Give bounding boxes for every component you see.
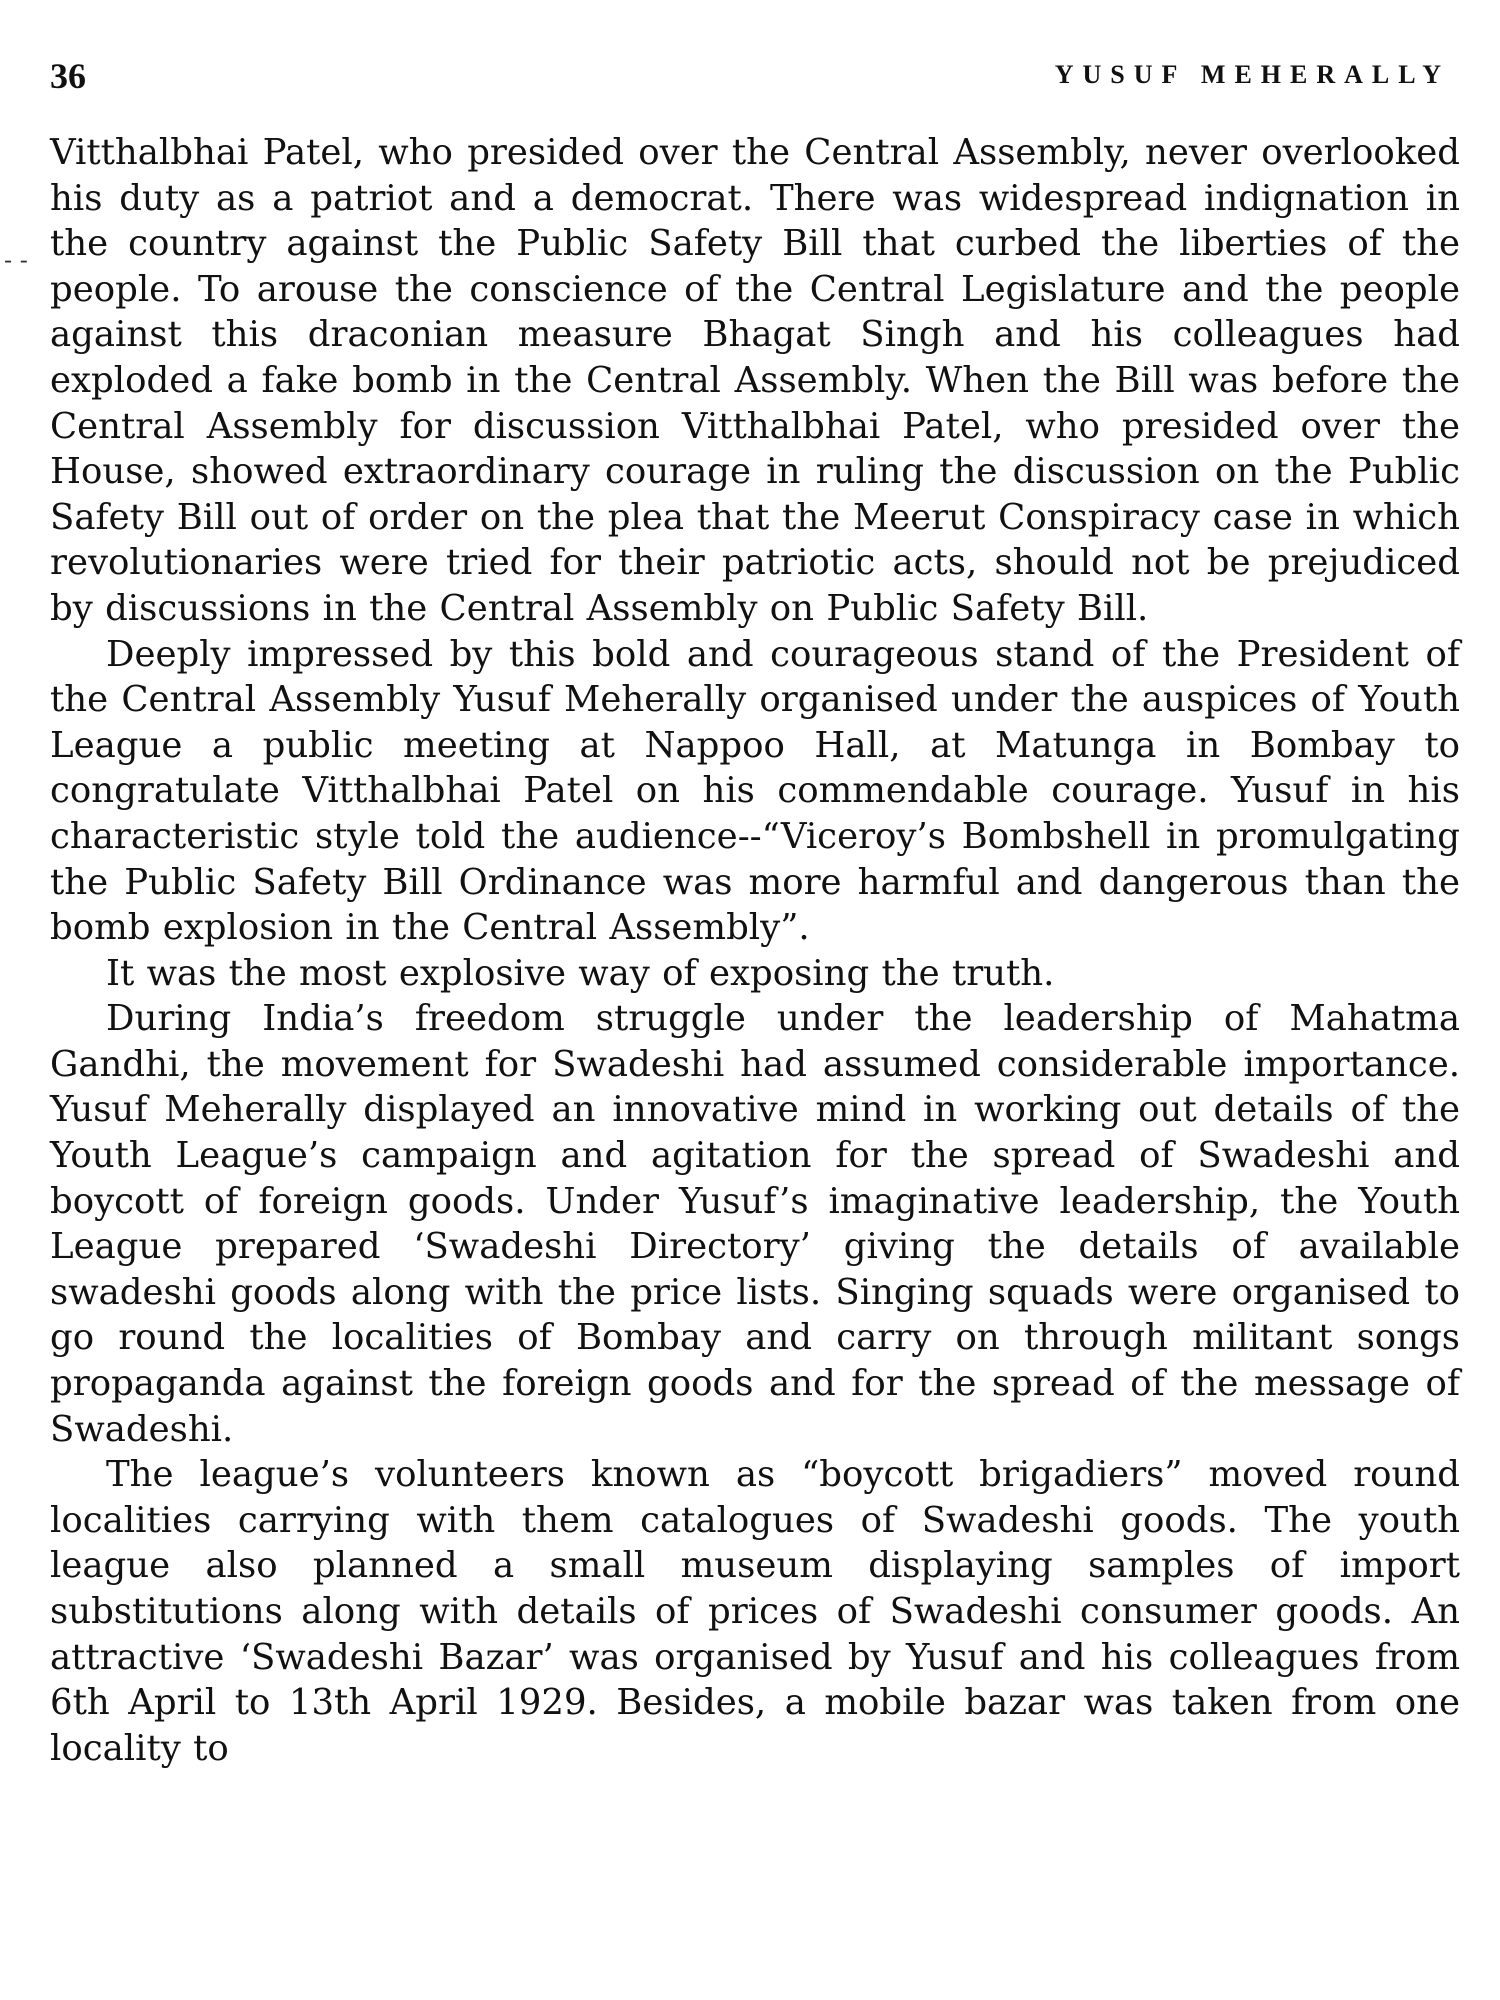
body-text (50, 130, 1460, 1771)
paragraph-2: Deeply impressed by this bold and courageous stand of the President of the Central Assembly Yusuf Meherally organised under the auspices of Youth League a public meeting at Nappoo Hall, at Matunga in Bombay to congratulate Vitthalbhai Patel on his commendable courage. Yusuf in his characteristic style told the audience--“Viceroy’s Bombshell in promulgating the Public Safety Bill Ordinance was more harmful and dangerous than the bomb explosion in the Central Assembly”. (50, 633, 1460, 949)
paragraph-1: Vitthalbhai Patel, who presided over the Central Assembly, never overlooked his duty as a patriot and a democrat. There was widespread indignation in the country against the Public Safety Bill that curbed the liberties of the people. To arouse the conscience of the Central Legislature and the people against this draconian measure Bhagat Singh and his colleagues had exploded a fake bomb in the Central Assembly. When the Bill was before the Central Assembly for discussion Vitthalbhai Patel, who presided over the House, showed extraordinary courage in ruling the discussion on the Public Safety Bill out of order on the plea that the Meerut Conspiracy case in which revolutionaries were tried for their patriotic acts, should not be prejudiced by discussions in the Central Assembly on Public Safety Bill. (50, 132, 1460, 629)
paragraph-5: The league’s volunteers known as “boycott brigadiers” moved round localities carrying with them catalogues of Swadeshi goods. The youth league also planned a small museum displaying samples of import substitutions along with details of prices of Swadeshi consumer goods. An attractive ‘Swadeshi Bazar’ was organised by Yusuf and his colleagues from 6th April to 13th April 1929. Besides, a mobile bazar was taken from one locality to (50, 1454, 1460, 1769)
margin-mark: - - (4, 246, 28, 274)
paragraph-4: During India’s freedom struggle under the leadership of Mahatma Gandhi, the movement for Swadeshi had assumed considerable importance. Yusuf Meherally displayed an innovative mind in working out details of the Youth League’s campaign and agitation for the spread of Swadeshi and boycott of foreign goods. Under Yusuf’s imaginative leadership, the Youth League prepared ‘Swadeshi Directory’ giving the details of available swadeshi goods along with the price lists. Singing squads were organised to go round the localities of Bombay and carry on through militant songs propaganda against the foreign goods and for the spread of the message of Swadeshi. (50, 998, 1460, 1450)
paragraph-3: It was the most explosive way of exposing the truth. (106, 952, 1055, 994)
running-title: YUSUF MEHERALLY (1054, 60, 1450, 89)
page-number: 36 (50, 56, 86, 96)
